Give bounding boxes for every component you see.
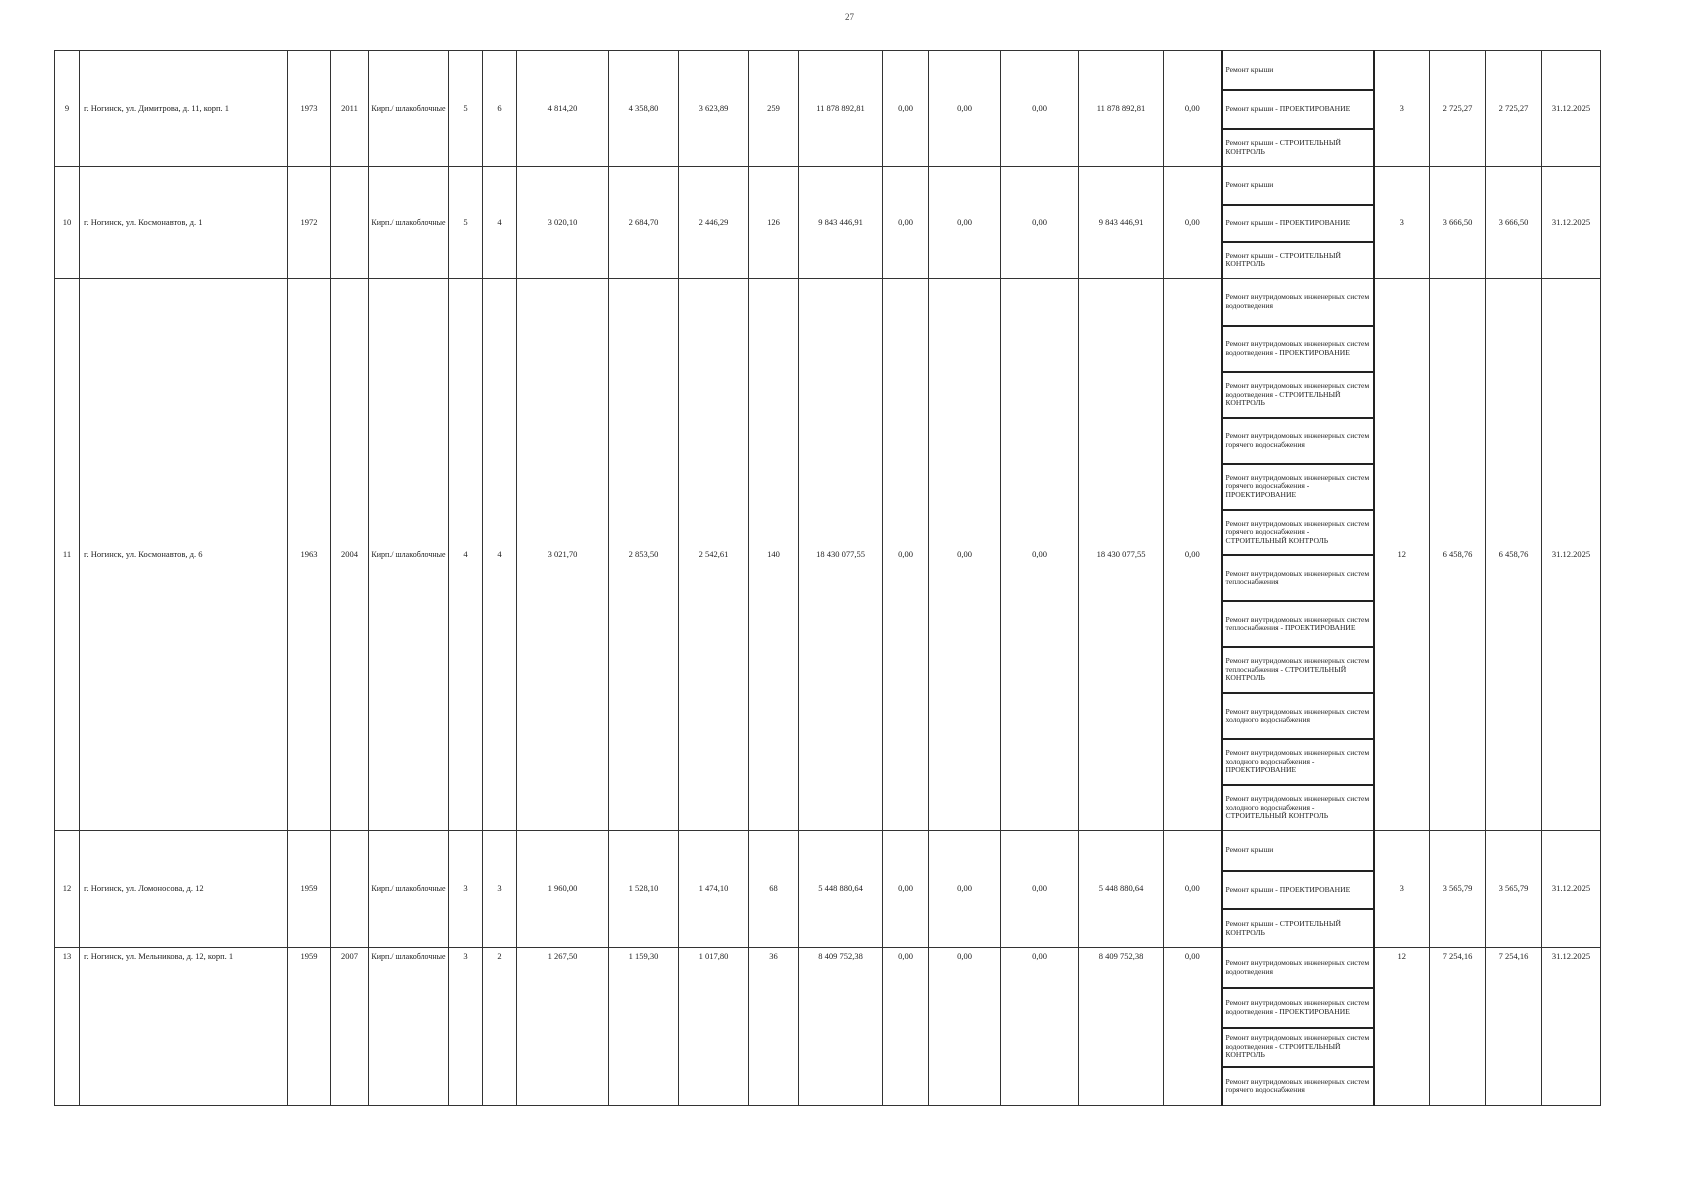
residents-cell: 68: [749, 831, 799, 948]
area-living-cell: 3 623,89: [679, 51, 749, 167]
fund-regional-cell: 0,00: [929, 279, 1001, 831]
fund-other-cell: 0,00: [1164, 167, 1222, 279]
works-list-cell: [1222, 831, 1374, 948]
work-item: Ремонт крыши: [1225, 180, 1274, 190]
fund-other-cell: 0,00: [1164, 51, 1222, 167]
work-item: Ремонт внутридомовых инженерных систем горячего водоснабжения - ПРОЕКТИРОВАНИЕ: [1223, 463, 1373, 509]
works-list-cell: [1222, 167, 1374, 279]
work-count-cell: 3: [1374, 51, 1430, 167]
year-last-repair-cell: 2007: [331, 948, 369, 1106]
work-item: Ремонт внутридомовых инженерных систем холодного водоснабжения: [1223, 692, 1373, 738]
table-row: [55, 167, 1601, 279]
works-list-cell: [1222, 51, 1374, 167]
address-cell: г. Ногинск, ул. Космонавтов, д. 1: [80, 167, 288, 279]
unit-cost-cell: 6 458,76: [1430, 279, 1486, 831]
wall-material-cell: Кирп./ шлакоблочные: [369, 51, 449, 167]
fund-local-cell: 0,00: [1001, 279, 1079, 831]
row-number: 11: [55, 279, 80, 831]
address-cell: г. Ногинск, ул. Космонавтов, д. 6: [80, 279, 288, 831]
area-total-cell: 3 021,70: [517, 279, 609, 831]
unit-cost-max-cell: 2 725,27: [1486, 51, 1542, 167]
works-list: [1223, 279, 1373, 830]
table-row: [55, 831, 1601, 948]
works-list-cell: [1222, 948, 1374, 1106]
work-item: Ремонт внутридомовых инженерных систем теплоснабжения - ПРОЕКТИРОВАНИЕ: [1223, 600, 1373, 646]
fund-local-cell: 0,00: [1001, 948, 1079, 1106]
work-item: Ремонт внутридомовых инженерных систем теплоснабжения: [1223, 554, 1373, 600]
fund-regional-cell: 0,00: [929, 831, 1001, 948]
fund-federal-cell: 0,00: [883, 948, 929, 1106]
area-total-cell: 1 960,00: [517, 831, 609, 948]
year-last-repair-cell: 2011: [331, 51, 369, 167]
cost-total-cell: 9 843 446,91: [799, 167, 883, 279]
unit-cost-cell: 7 254,16: [1430, 948, 1486, 1106]
area-living-cell: 1 474,10: [679, 831, 749, 948]
unit-cost-max-cell: 6 458,76: [1486, 279, 1542, 831]
entrances-cell: 4: [483, 279, 517, 831]
entrances-cell: 3: [483, 831, 517, 948]
cost-total-cell: 5 448 880,64: [799, 831, 883, 948]
work-count-cell: 12: [1374, 948, 1430, 1106]
work-item: Ремонт крыши - ПРОЕКТИРОВАНИЕ: [1223, 89, 1373, 127]
work-item: Ремонт внутридомовых инженерных систем горячего водоснабжения: [1223, 1066, 1373, 1105]
page-number: 27: [845, 12, 854, 22]
deadline-cell: 31.12.2025: [1542, 279, 1601, 831]
fund-owners-cell: 11 878 892,81: [1079, 51, 1164, 167]
fund-local-cell: 0,00: [1001, 51, 1079, 167]
work-item: Ремонт крыши: [1225, 64, 1274, 74]
cost-total-cell: 11 878 892,81: [799, 51, 883, 167]
work-item: Ремонт крыши - СТРОИТЕЛЬНЫЙ КОНТРОЛЬ: [1223, 128, 1373, 166]
fund-owners-cell: 18 430 077,55: [1079, 279, 1164, 831]
fund-owners-cell: 5 448 880,64: [1079, 831, 1164, 948]
entrances-cell: 2: [483, 948, 517, 1106]
work-item: Ремонт внутридомовых инженерных систем водоотведения: [1225, 958, 1370, 976]
area-premises-cell: 1 159,30: [609, 948, 679, 1106]
entrances-cell: 6: [483, 51, 517, 167]
area-premises-cell: 4 358,80: [609, 51, 679, 167]
area-living-cell: 2 446,29: [679, 167, 749, 279]
address-cell: г. Ногинск, ул. Димитрова, д. 11, корп. 1: [80, 51, 288, 167]
work-count-cell: 3: [1374, 167, 1430, 279]
year-built-cell: 1963: [288, 279, 331, 831]
work-item: Ремонт внутридомовых инженерных систем водоотведения - ПРОЕКТИРОВАНИЕ: [1223, 987, 1373, 1026]
entrances-cell: 4: [483, 167, 517, 279]
cost-total-cell: 8 409 752,38: [799, 948, 883, 1106]
year-built-cell: 1959: [288, 948, 331, 1106]
deadline-cell: 31.12.2025: [1542, 831, 1601, 948]
fund-federal-cell: 0,00: [883, 831, 929, 948]
wall-material-cell: Кирп./ шлакоблочные: [369, 948, 449, 1106]
work-count-cell: 3: [1374, 831, 1430, 948]
fund-local-cell: 0,00: [1001, 831, 1079, 948]
floors-cell: 5: [449, 167, 483, 279]
fund-owners-cell: 9 843 446,91: [1079, 167, 1164, 279]
row-number: 13: [55, 948, 80, 1106]
fund-regional-cell: 0,00: [929, 948, 1001, 1106]
residents-cell: 36: [749, 948, 799, 1106]
work-item: Ремонт внутридомовых инженерных систем теплоснабжения - СТРОИТЕЛЬНЫЙ КОНТРОЛЬ: [1223, 646, 1373, 692]
fund-federal-cell: 0,00: [883, 279, 929, 831]
year-last-repair-cell: [331, 831, 369, 948]
works-list: [1223, 167, 1373, 278]
work-item: Ремонт крыши - СТРОИТЕЛЬНЫЙ КОНТРОЛЬ: [1223, 241, 1373, 278]
work-item: Ремонт внутридомовых инженерных систем горячего водоснабжения: [1223, 417, 1373, 463]
fund-owners-cell: 8 409 752,38: [1079, 948, 1164, 1106]
work-item: Ремонт внутридомовых инженерных систем холодного водоснабжения - СТРОИТЕЛЬНЫЙ КОНТРОЛЬ: [1223, 784, 1373, 830]
fund-other-cell: 0,00: [1164, 279, 1222, 831]
floors-cell: 3: [449, 831, 483, 948]
fund-other-cell: 0,00: [1164, 948, 1222, 1106]
residents-cell: 259: [749, 51, 799, 167]
fund-federal-cell: 0,00: [883, 51, 929, 167]
fund-regional-cell: 0,00: [929, 167, 1001, 279]
floors-cell: 4: [449, 279, 483, 831]
work-item: Ремонт внутридомовых инженерных систем водоотведения - СТРОИТЕЛЬНЫЙ КОНТРОЛЬ: [1223, 1027, 1373, 1066]
wall-material-cell: Кирп./ шлакоблочные: [369, 167, 449, 279]
year-built-cell: 1972: [288, 167, 331, 279]
area-premises-cell: 1 528,10: [609, 831, 679, 948]
fund-other-cell: 0,00: [1164, 831, 1222, 948]
unit-cost-max-cell: 3 565,79: [1486, 831, 1542, 948]
work-item: Ремонт внутридомовых инженерных систем водоотведения - СТРОИТЕЛЬНЫЙ КОНТРОЛЬ: [1223, 371, 1373, 417]
deadline-cell: 31.12.2025: [1542, 167, 1601, 279]
deadline-cell: 31.12.2025: [1542, 948, 1601, 1106]
address-cell: г. Ногинск, ул. Мельникова, д. 12, корп. 1: [80, 948, 288, 1106]
works-list: [1223, 948, 1373, 1105]
year-last-repair-cell: [331, 167, 369, 279]
unit-cost-cell: 2 725,27: [1430, 51, 1486, 167]
wall-material-cell: Кирп./ шлакоблочные: [369, 279, 449, 831]
work-item: Ремонт внутридомовых инженерных систем водоотведения: [1225, 292, 1370, 310]
residents-cell: 140: [749, 279, 799, 831]
table-row: [55, 279, 1601, 831]
works-list: [1223, 831, 1373, 947]
work-count-cell: 12: [1374, 279, 1430, 831]
deadline-cell: 31.12.2025: [1542, 51, 1601, 167]
work-item: Ремонт внутридомовых инженерных систем водоотведения - ПРОЕКТИРОВАНИЕ: [1223, 325, 1373, 371]
wall-material-cell: Кирп./ шлакоблочные: [369, 831, 449, 948]
area-living-cell: 2 542,61: [679, 279, 749, 831]
residents-cell: 126: [749, 167, 799, 279]
work-item: Ремонт крыши - СТРОИТЕЛЬНЫЙ КОНТРОЛЬ: [1223, 908, 1373, 947]
year-built-cell: 1959: [288, 831, 331, 948]
year-last-repair-cell: 2004: [331, 279, 369, 831]
fund-local-cell: 0,00: [1001, 167, 1079, 279]
table-row: [55, 51, 1601, 167]
work-item: Ремонт крыши - ПРОЕКТИРОВАНИЕ: [1223, 204, 1373, 241]
unit-cost-cell: 3 565,79: [1430, 831, 1486, 948]
work-item: Ремонт внутридомовых инженерных систем холодного водоснабжения - ПРОЕКТИРОВАНИЕ: [1223, 738, 1373, 784]
unit-cost-cell: 3 666,50: [1430, 167, 1486, 279]
work-item: Ремонт крыши: [1225, 845, 1274, 855]
area-total-cell: 1 267,50: [517, 948, 609, 1106]
row-number: 9: [55, 51, 80, 167]
fund-regional-cell: 0,00: [929, 51, 1001, 167]
unit-cost-max-cell: 7 254,16: [1486, 948, 1542, 1106]
floors-cell: 3: [449, 948, 483, 1106]
fund-federal-cell: 0,00: [883, 167, 929, 279]
row-number: 12: [55, 831, 80, 948]
area-premises-cell: 2 684,70: [609, 167, 679, 279]
floors-cell: 5: [449, 51, 483, 167]
capital-repair-register-table: [54, 50, 1601, 1106]
unit-cost-max-cell: 3 666,50: [1486, 167, 1542, 279]
area-total-cell: 4 814,20: [517, 51, 609, 167]
register-body: [55, 51, 1601, 1106]
works-list-cell: [1222, 279, 1374, 831]
area-living-cell: 1 017,80: [679, 948, 749, 1106]
area-premises-cell: 2 853,50: [609, 279, 679, 831]
work-item: Ремонт крыши - ПРОЕКТИРОВАНИЕ: [1223, 870, 1373, 909]
works-list: [1223, 51, 1373, 166]
area-total-cell: 3 020,10: [517, 167, 609, 279]
work-item: Ремонт внутридомовых инженерных систем горячего водоснабжения - СТРОИТЕЛЬНЫЙ КОНТРОЛЬ: [1223, 509, 1373, 555]
row-number: 10: [55, 167, 80, 279]
table-row: [55, 948, 1601, 1106]
year-built-cell: 1973: [288, 51, 331, 167]
address-cell: г. Ногинск, ул. Ломоносова, д. 12: [80, 831, 288, 948]
cost-total-cell: 18 430 077,55: [799, 279, 883, 831]
